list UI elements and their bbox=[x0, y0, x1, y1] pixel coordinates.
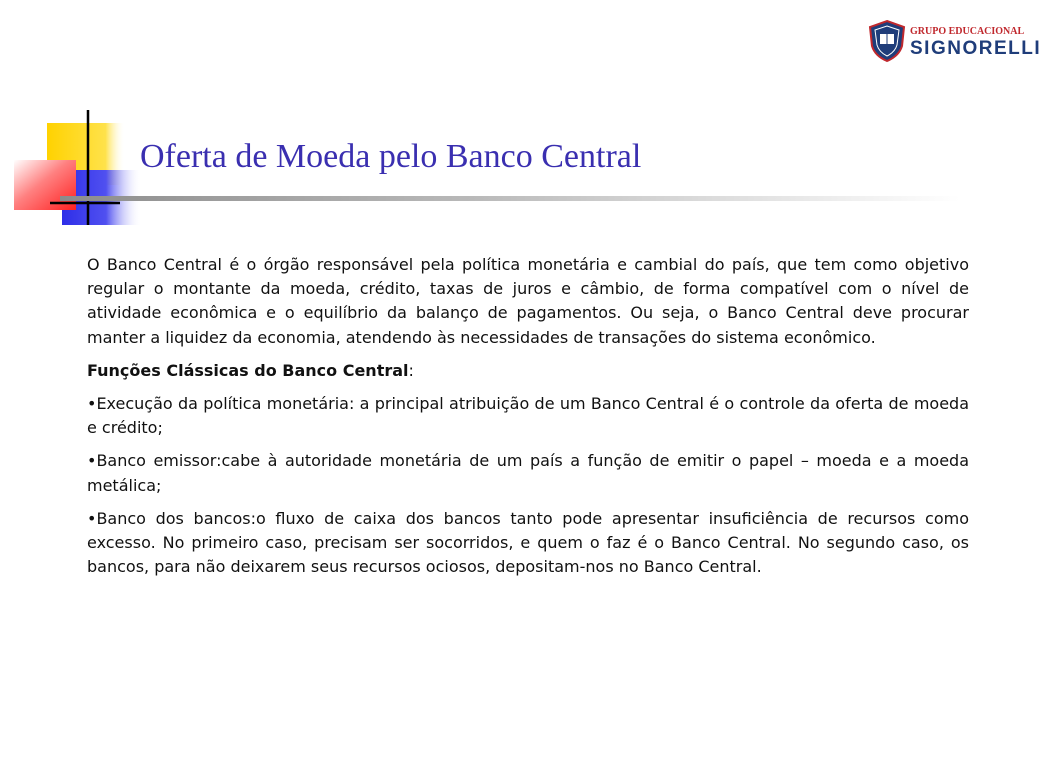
functions-heading-line bbox=[87, 359, 969, 383]
intro-paragraph: O Banco Central é o órgão responsável pela política monetária e cambial do país, que tem como objetivo regular o montante da moeda, crédito, taxas de juros e câmbio, de forma compatível com o nível de atividade econômica e o equilíbrio da balanço de pagamentos. Ou seja, o Banco Central deve procurar manter a liquidez da economia, atendendo às necessidades de transações do sistema econômico. bbox=[87, 255, 969, 347]
bullet-bank-of-banks: •Banco dos bancos:o fluxo de caixa dos bancos tanto pode apresentar insuficiência de recursos como excesso. No primeiro caso, precisam ser socorridos, e quem o faz é o Banco Central. No segundo caso, os bancos, para não deixarem seus recursos ociosos, depositam-nos no Banco Central. bbox=[87, 508, 969, 577]
title-divider bbox=[60, 196, 960, 201]
organization-logo bbox=[868, 20, 1041, 66]
logo-group-name: GRUPO EDUCACIONAL bbox=[910, 26, 1025, 37]
decorative-squares bbox=[0, 100, 150, 235]
logo-brand-name: SIGNORELLI bbox=[910, 38, 1041, 59]
functions-heading: Funções Clássicas do Banco Central bbox=[87, 360, 409, 380]
slide-title: Oferta de Moeda pelo Banco Central bbox=[140, 138, 642, 175]
slide-body bbox=[87, 253, 969, 588]
bullet-issuing-bank: •Banco emissor:cabe à autoridade monetária de um país a função de emitir o papel – moeda e a moeda metálica; bbox=[87, 451, 969, 495]
functions-heading-colon: : bbox=[408, 360, 414, 380]
bullet-monetary-policy: •Execução da política monetária: a principal atribuição de um Banco Central é o controle da oferta de moeda e crédito; bbox=[87, 394, 969, 438]
shield-logo-icon bbox=[868, 20, 906, 62]
